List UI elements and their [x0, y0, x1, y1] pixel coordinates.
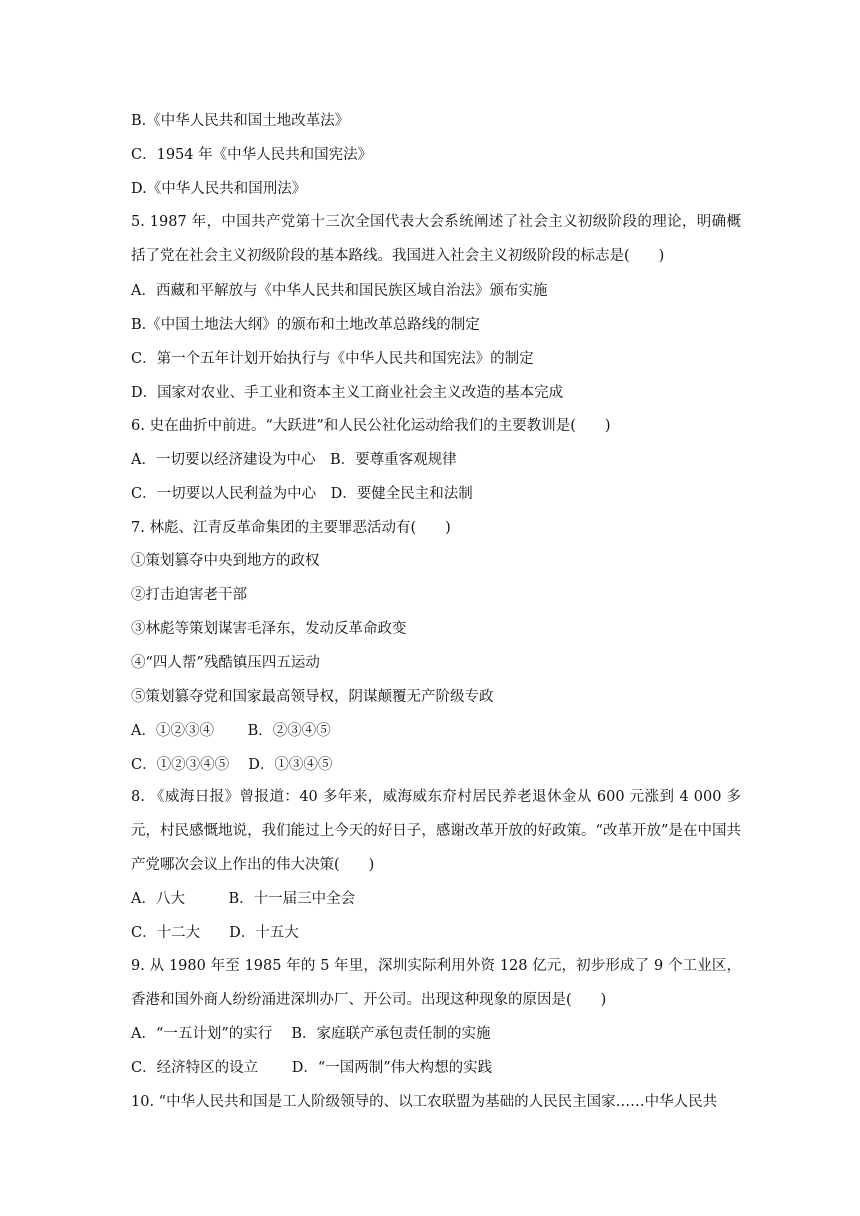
question-7: 7. 林彪、江青反革命集团的主要罪恶活动有( ): [131, 520, 451, 536]
option-d-q5: D．国家对农业、手工业和资本主义工商业社会主义改造的基本完成: [131, 385, 564, 401]
question-5: 5. 1987 年，中国共产党第十三次全国代表大会系统阐述了社会主义初级阶段的理论，明确概括了党在社会主义初级阶段的基本路线。我国进入社会主义初级阶段的标志是( ): [131, 214, 741, 264]
statement-5-q7: ⑤策划篡夺党和国家最高领导权，阴谋颠覆无产阶级专政: [131, 689, 494, 705]
options-ab-q7: A．①②③④ B．②③④⑤: [131, 723, 331, 739]
options-cd-q6: C．一切要以人民利益为中心 D．要健全民主和法制: [131, 486, 473, 502]
options-ab-q6: A．一切要以经济建设为中心 B．要尊重客观规律: [131, 452, 457, 468]
question-10: 10. “中华人民共和国是工人阶级领导的、以工农联盟为基础的人民民主国家……中华人民共: [131, 1094, 718, 1110]
question-8: 8. 《威海日报》曾报道：40 多年来，威海威东夼村居民养老退休金从 600 元涨到 4 000 多元，村民感慨地说，我们能过上今天的好日子，感谢改革开放的好政策。“改革开放”是在中国共产党哪次会议上作出的伟大决策( ): [131, 789, 741, 873]
statement-4-q7: ④“四人帮”残酷镇压四五运动: [131, 655, 320, 671]
option-c-q4: C．1954 年《中华人民共和国宪法》: [131, 147, 373, 163]
options-ab-q9: A．“一五计划”的实行 B．家庭联产承包责任制的实施: [131, 1026, 491, 1042]
option-b-q5: B.《中国土地法大纲》的颁布和土地改革总路线的制定: [131, 317, 480, 333]
statement-2-q7: ②打击迫害老干部: [131, 587, 247, 603]
options-cd-q7: C．①②③④⑤ D．①③④⑤: [131, 757, 333, 773]
statement-3-q7: ③林彪等策划谋害毛泽东，发动反革命政变: [131, 621, 407, 637]
question-9: 9. 从 1980 年至 1985 年的 5 年里，深圳实际利用外资 128 亿元，初步形成了 9 个工业区，香港和国外商人纷纷涌进深圳办厂、开公司。出现这种现象的原因是( ): [131, 958, 741, 1008]
statement-1-q7: ①策划篡夺中央到地方的政权: [131, 553, 320, 569]
option-a-q5: A．西藏和平解放与《中华人民共和国民族区域自治法》颁布实施: [131, 283, 548, 299]
option-d-q4: D.《中华人民共和国刑法》: [131, 181, 307, 197]
option-b-q4: B.《中华人民共和国土地改革法》: [131, 113, 350, 129]
options-cd-q9: C．经济特区的设立 D．“一国两制”伟大构想的实践: [131, 1060, 493, 1076]
question-6: 6. 史在曲折中前进。“大跃进”和人民公社化运动给我们的主要教训是( ): [131, 418, 611, 434]
options-cd-q8: C．十二大 D．十五大: [131, 925, 299, 941]
option-c-q5: C．第一个五年计划开始执行与《中华人民共和国宪法》的制定: [131, 351, 534, 367]
options-ab-q8: A．八大 B．十一届三中全会: [131, 891, 356, 907]
